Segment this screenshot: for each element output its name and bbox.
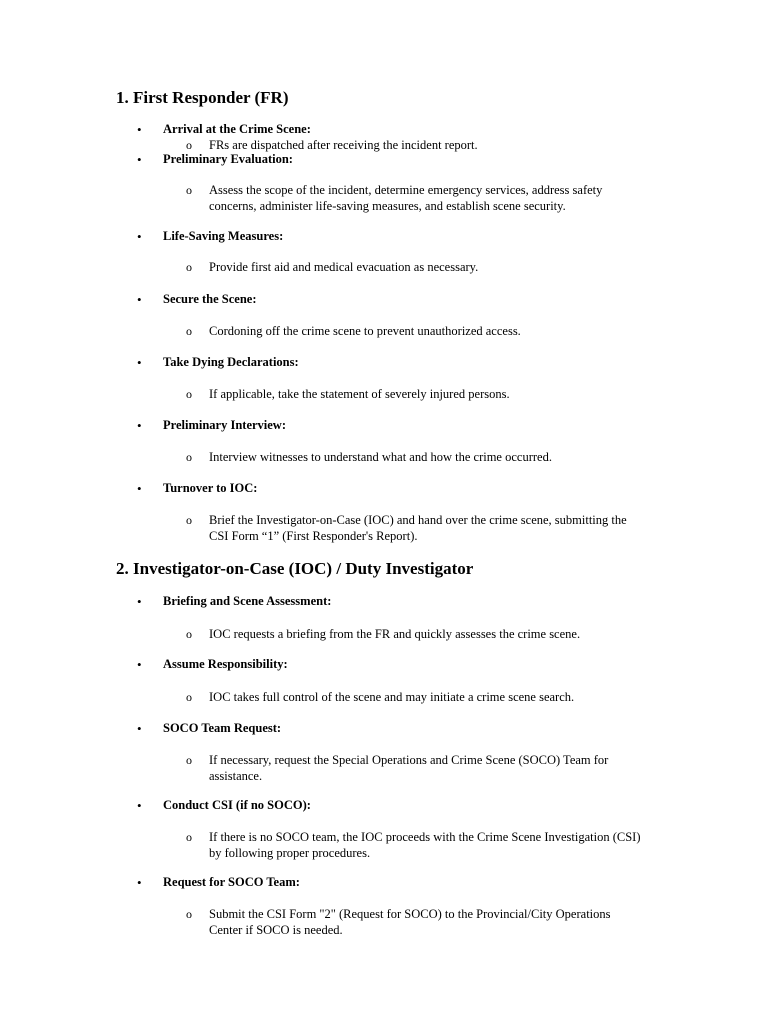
bullet-icon: • [137, 798, 142, 813]
bullet-icon: • [137, 122, 142, 137]
item-label: SOCO Team Request: [163, 721, 282, 735]
bullet-icon: • [137, 229, 142, 244]
bullet-icon: • [137, 594, 142, 609]
sub-list-item [186, 906, 646, 938]
bullet-icon: • [137, 657, 142, 672]
item-label: Take Dying Declarations: [163, 355, 299, 369]
item-label: Assume Responsibility: [163, 657, 288, 671]
bullet-icon: • [137, 481, 142, 496]
sub-list-item [186, 137, 646, 153]
circle-bullet-icon: o [186, 627, 192, 641]
bullet-icon: • [137, 292, 142, 307]
item-label: Turnover to IOC: [163, 481, 258, 495]
circle-bullet-icon: o [186, 690, 192, 704]
item-detail: Brief the Investigator-on-Case (IOC) and hand over the crime scene, submitting the CSI Form “1” (First Responder's Report). [209, 513, 627, 543]
bullet-icon: • [137, 418, 142, 433]
sub-list-item [186, 259, 646, 275]
item-label: Request for SOCO Team: [163, 875, 300, 889]
circle-bullet-icon: o [186, 450, 192, 464]
sub-list-item [186, 512, 646, 544]
circle-bullet-icon: o [186, 387, 192, 401]
item-detail: IOC takes full control of the scene and may initiate a crime scene search. [209, 690, 575, 704]
item-detail: Provide first aid and medical evacuation as necessary. [209, 260, 479, 274]
item-label: Arrival at the Crime Scene: [163, 122, 311, 136]
sub-list-item [186, 386, 646, 402]
circle-bullet-icon: o [186, 324, 192, 338]
circle-bullet-icon: o [186, 138, 192, 152]
bullet-icon: • [137, 152, 142, 167]
sub-list-item [186, 829, 646, 861]
section-heading: 1. First Responder (FR) [116, 88, 289, 107]
sub-list-item [186, 323, 646, 339]
circle-bullet-icon: o [186, 513, 192, 527]
item-detail: If there is no SOCO team, the IOC proceeds with the Crime Scene Investigation (CSI) by following proper procedures. [209, 830, 641, 860]
item-detail: FRs are dispatched after receiving the incident report. [209, 138, 478, 152]
item-label: Conduct CSI (if no SOCO): [163, 798, 311, 812]
sub-list-item [186, 626, 646, 642]
sub-list-item [186, 752, 646, 784]
bullet-icon: • [137, 355, 142, 370]
bullet-icon: • [137, 721, 142, 736]
item-label: Preliminary Interview: [163, 418, 286, 432]
item-label: Briefing and Scene Assessment: [163, 594, 332, 608]
item-detail: Submit the CSI Form "2" (Request for SOCO) to the Provincial/City Operations Center if SOCO is needed. [209, 907, 611, 937]
circle-bullet-icon: o [186, 260, 192, 274]
item-detail: Cordoning off the crime scene to prevent unauthorized access. [209, 324, 521, 338]
circle-bullet-icon: o [186, 907, 192, 921]
item-label: Preliminary Evaluation: [163, 152, 293, 166]
circle-bullet-icon: o [186, 830, 192, 844]
bullet-icon: • [137, 875, 142, 890]
sub-list-item [186, 182, 646, 214]
sub-list-item [186, 689, 646, 705]
item-detail: Interview witnesses to understand what and how the crime occurred. [209, 450, 552, 464]
item-label: Secure the Scene: [163, 292, 257, 306]
item-detail: Assess the scope of the incident, determine emergency services, address safety concerns, administer life-saving measures, and establish scene security. [209, 183, 603, 213]
circle-bullet-icon: o [186, 183, 192, 197]
circle-bullet-icon: o [186, 753, 192, 767]
item-detail: IOC requests a briefing from the FR and quickly assesses the crime scene. [209, 627, 581, 641]
item-label: Life-Saving Measures: [163, 229, 284, 243]
item-detail: If applicable, take the statement of severely injured persons. [209, 387, 510, 401]
section-heading: 2. Investigator-on-Case (IOC) / Duty Investigator [116, 559, 474, 578]
sub-list-item [186, 449, 646, 465]
item-detail: If necessary, request the Special Operations and Crime Scene (SOCO) Team for assistance. [209, 753, 609, 783]
